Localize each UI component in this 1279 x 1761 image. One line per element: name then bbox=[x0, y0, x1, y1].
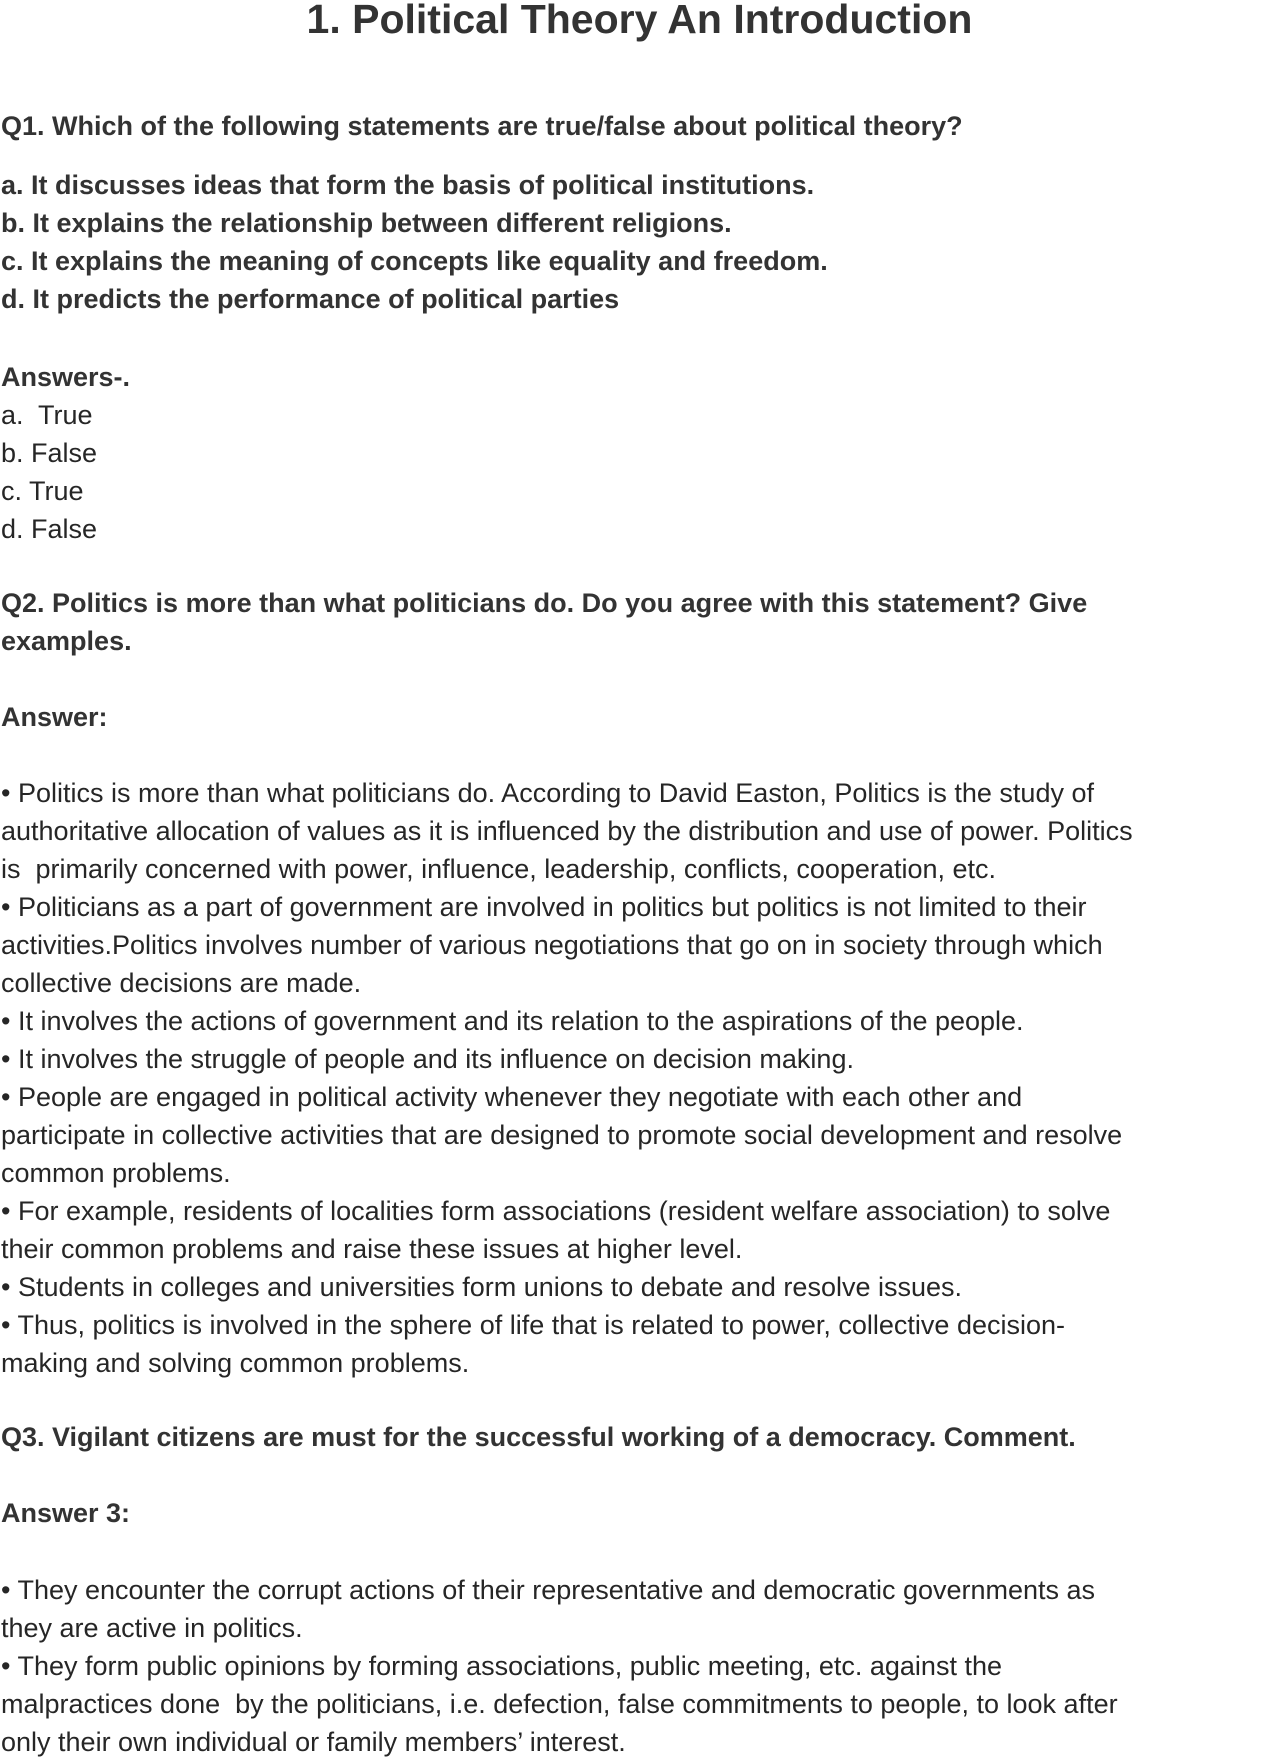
answer-line: • It involves the struggle of people and its influence on decision making. bbox=[1, 1044, 854, 1074]
q1-answer: d. False bbox=[1, 514, 98, 544]
answer-line: making and solving common problems. bbox=[1, 1348, 470, 1378]
answer-line: • Students in colleges and universities form unions to debate and resolve issues. bbox=[1, 1272, 963, 1302]
q1-question bbox=[1, 107, 1279, 145]
answer-line: participate in collective activities that are designed to promote social development and resolve bbox=[1, 1120, 1123, 1150]
q1-answer: b. False bbox=[1, 438, 98, 468]
q1-answer: a. True bbox=[1, 400, 93, 430]
answer-line: they are active in politics. bbox=[1, 1613, 303, 1643]
q2-answer-heading-block bbox=[1, 698, 1279, 736]
q1-option: d. It predicts the performance of political parties bbox=[1, 284, 620, 314]
q3-answer-heading-block bbox=[1, 1494, 1279, 1532]
answer-line: collective decisions are made. bbox=[1, 968, 362, 998]
q1-answer: c. True bbox=[1, 476, 84, 506]
q3-question-text: Q3. Vigilant citizens are must for the successful working of a democracy. Comment. bbox=[1, 1422, 1076, 1452]
answer-line: authoritative allocation of values as it is influenced by the distribution and use of power. Politics bbox=[1, 816, 1133, 846]
q3-answer-body bbox=[1, 1571, 1279, 1761]
answer-line: only their own individual or family members’ interest. bbox=[1, 1727, 626, 1757]
q1-answer-heading: Answers-. bbox=[1, 362, 131, 392]
answer-line: their common problems and raise these issues at higher level. bbox=[1, 1234, 743, 1264]
answer-line: • People are engaged in political activity whenever they negotiate with each other and bbox=[1, 1082, 1023, 1112]
answer-line: is primarily concerned with power, influence, leadership, conflicts, cooperation, etc. bbox=[1, 854, 996, 884]
q2-answer-body bbox=[1, 774, 1279, 1382]
q1-options bbox=[1, 166, 1279, 318]
q1-option: b. It explains the relationship between different religions. bbox=[1, 208, 732, 238]
q2-question bbox=[1, 584, 1279, 660]
answer-line: • It involves the actions of government and its relation to the aspirations of the people. bbox=[1, 1006, 1024, 1036]
q3-question bbox=[1, 1418, 1279, 1456]
q2-answer-heading: Answer: bbox=[1, 702, 108, 732]
answer-line: • Politics is more than what politicians do. According to David Easton, Politics is the study of bbox=[1, 778, 1094, 808]
q1-question-text: Q1. Which of the following statements are true/false about political theory? bbox=[1, 111, 963, 141]
q2-question-line: Q2. Politics is more than what politicians do. Do you agree with this statement? Give bbox=[1, 588, 1088, 618]
answer-line: • Thus, politics is involved in the sphere of life that is related to power, collective decision- bbox=[1, 1310, 1065, 1340]
q2-question-line: examples. bbox=[1, 626, 132, 656]
answer-line: • They encounter the corrupt actions of their representative and democratic governments as bbox=[1, 1575, 1096, 1605]
answer-line: • Politicians as a part of government are involved in politics but politics is not limited to their bbox=[1, 892, 1087, 922]
answer-line: common problems. bbox=[1, 1158, 231, 1188]
q1-answers bbox=[1, 358, 1279, 548]
q1-option: a. It discusses ideas that form the basis of political institutions. bbox=[1, 170, 815, 200]
answer-line: • They form public opinions by forming associations, public meeting, etc. against the bbox=[1, 1651, 1002, 1681]
answer-line: malpractices done by the politicians, i.e. defection, false commitments to people, to look after bbox=[1, 1689, 1118, 1719]
q3-answer-heading: Answer 3: bbox=[1, 1498, 131, 1528]
page-title: 1. Political Theory An Introduction bbox=[306, 0, 973, 42]
answer-line: • For example, residents of localities form associations (resident welfare association) to solve bbox=[1, 1196, 1111, 1226]
answer-line: activities.Politics involves number of various negotiations that go on in society through which bbox=[1, 930, 1103, 960]
q1-option: c. It explains the meaning of concepts like equality and freedom. bbox=[1, 246, 828, 276]
